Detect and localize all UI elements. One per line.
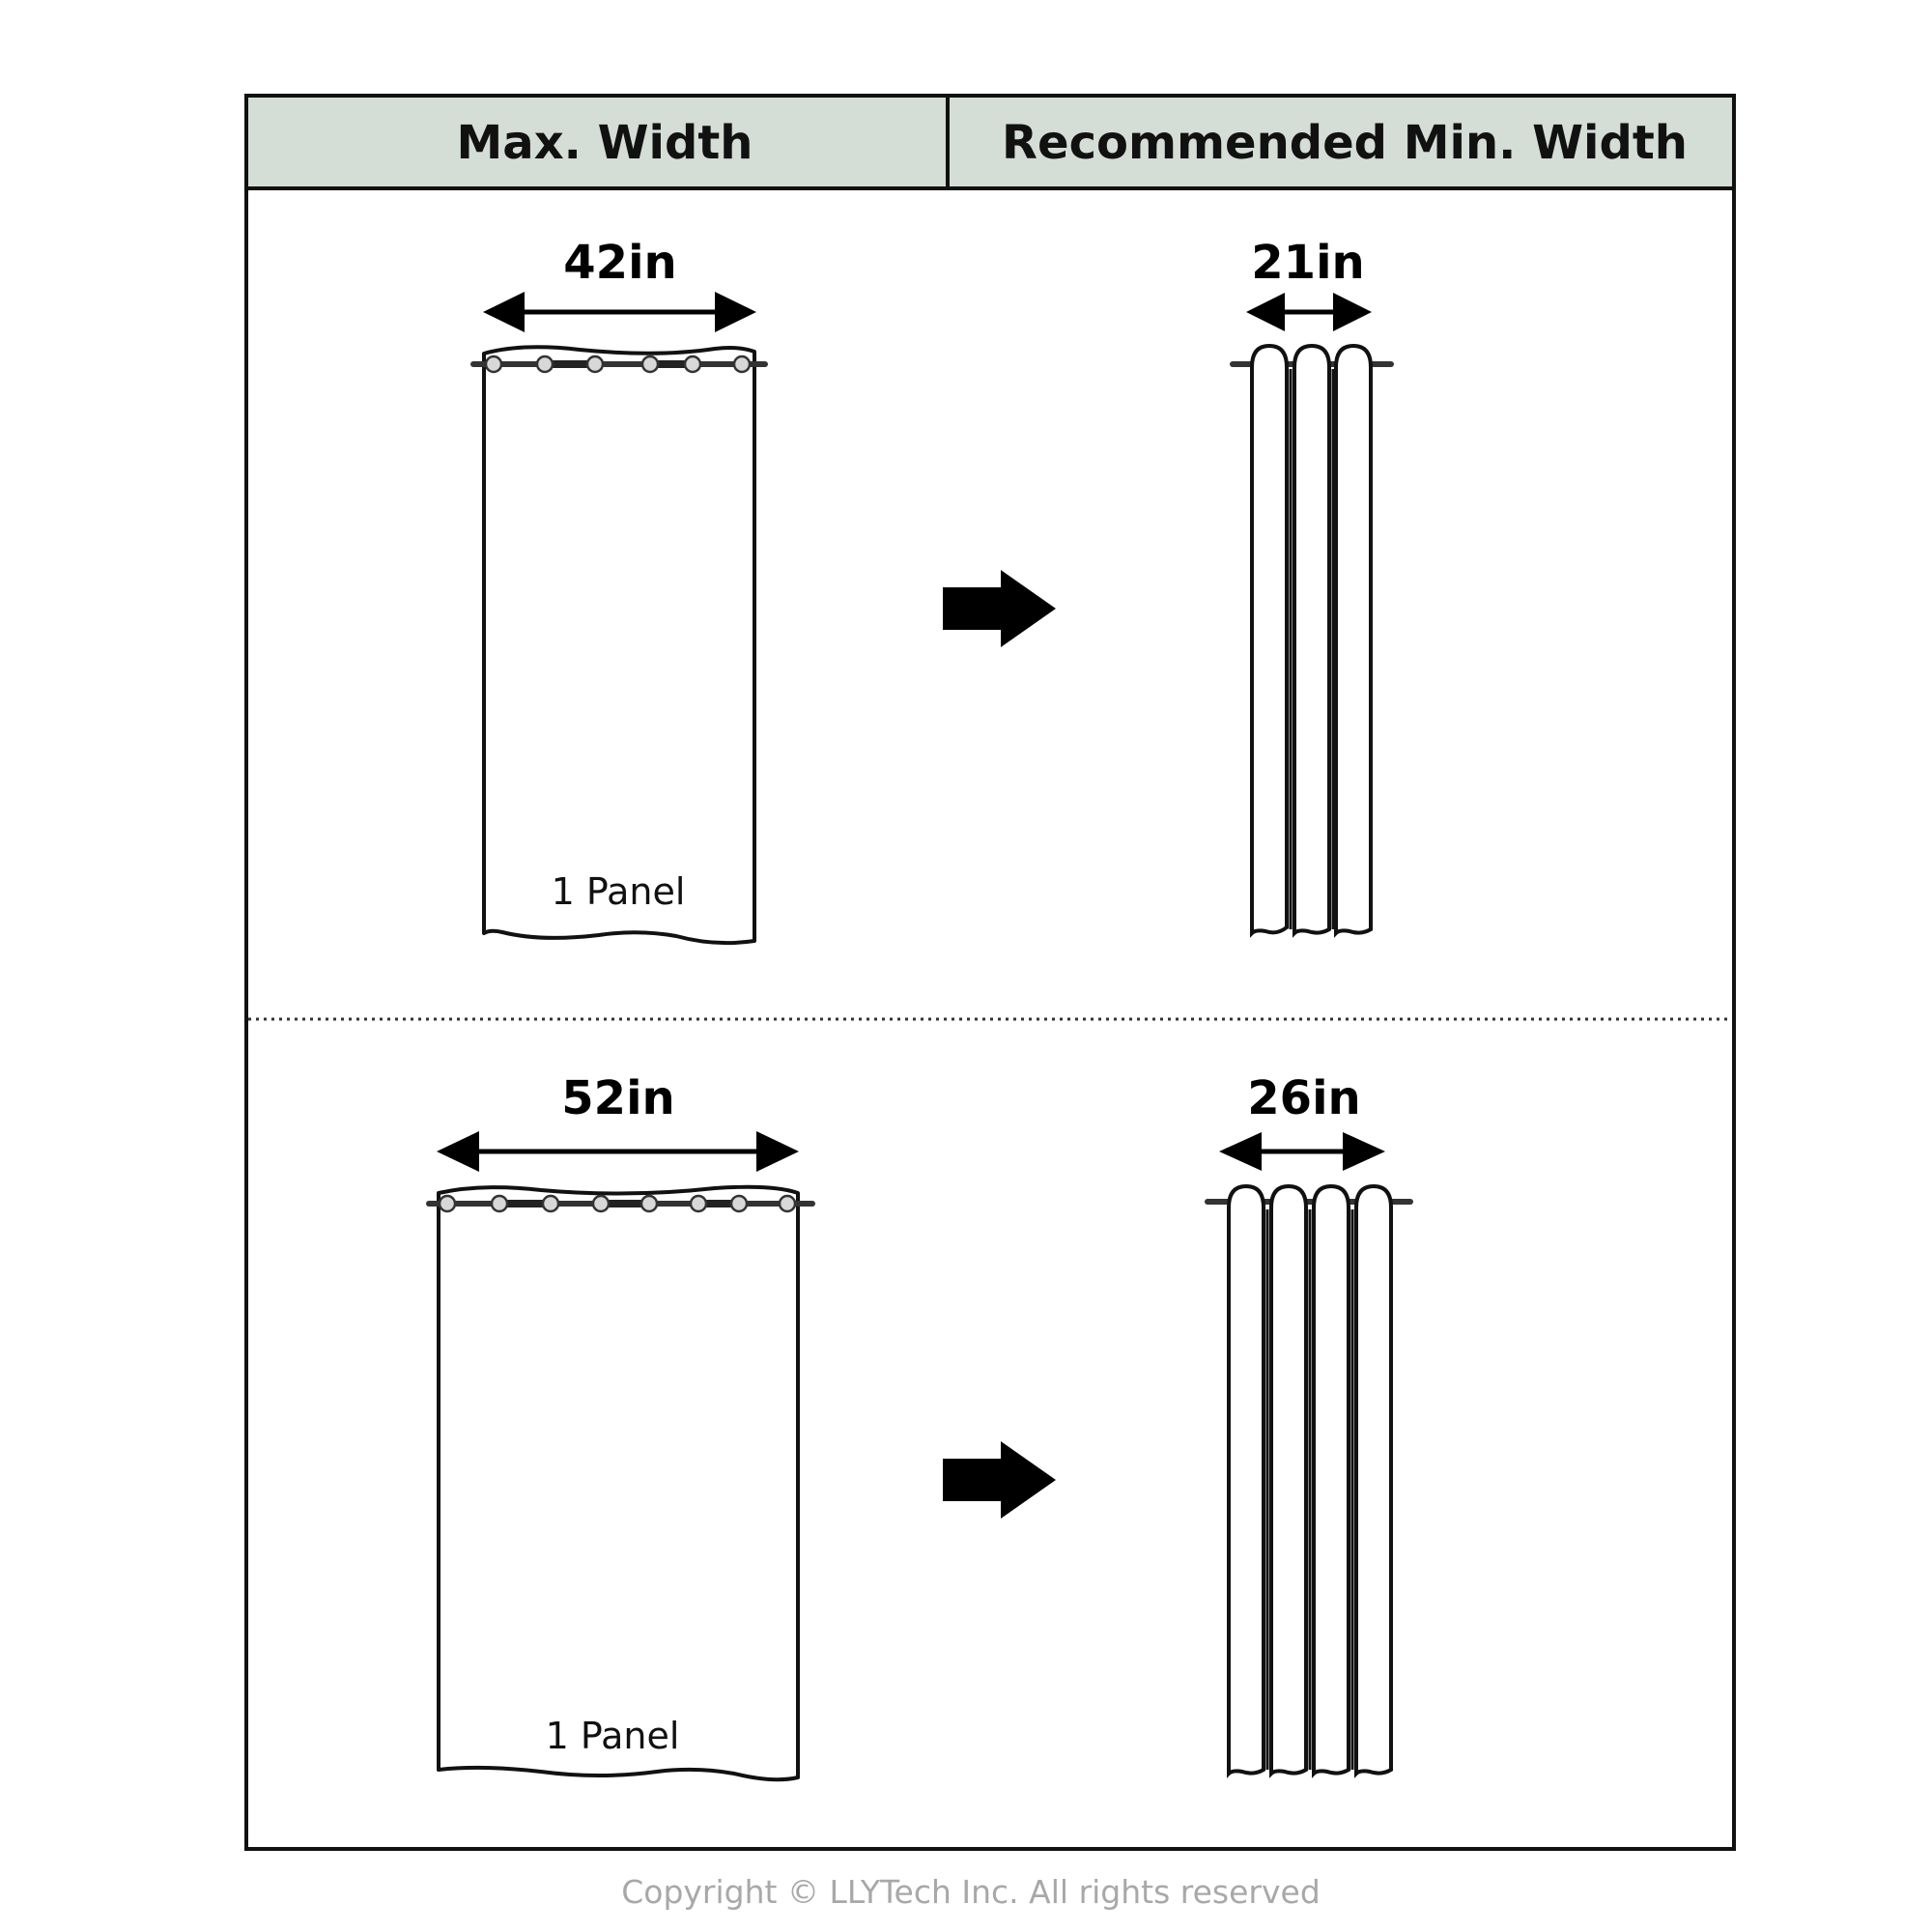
min-width-dimension-arrow [1246,293,1372,331]
flat-curtain-panel [429,1187,812,1779]
grommet [641,1196,657,1211]
grommet [593,1196,609,1211]
max-width-dimension-arrow [437,1131,799,1172]
min-width-dimension-arrow [1219,1132,1385,1171]
pleat [1271,1186,1306,1774]
grommet [685,356,700,372]
grommet [537,356,553,372]
min-width-value: 21in [1251,236,1365,290]
right-arrow-icon [943,1441,1056,1519]
header-max-width: Max. Width [456,116,753,170]
grommet [486,356,501,372]
panel-label: 1 Panel [545,1715,680,1757]
grommet [440,1196,455,1211]
pleat [1356,1186,1391,1774]
max-width-value: 42in [563,236,677,290]
flat-curtain-panel [473,347,765,943]
grommet [731,1196,747,1211]
grommet [780,1196,795,1211]
max-width-dimension-arrow [483,292,756,332]
pleat [1336,346,1371,933]
pleat [1314,1186,1349,1774]
right-arrow-icon [943,570,1056,647]
panel-label: 1 Panel [551,870,686,913]
grommet [543,1196,558,1211]
pleat [1229,1186,1264,1774]
row-2 [429,1071,1410,1779]
grommet [492,1196,507,1211]
max-width-value: 52in [561,1071,675,1125]
pleat [1252,346,1287,933]
header-recommended-min-width: Recommended Min. Width [1002,116,1688,170]
copyright-text: Copyright © LLYTech Inc. All rights reserved [621,1873,1321,1911]
pleat [1294,346,1329,933]
grommet [734,356,750,372]
gathered-curtain-panel [1208,1186,1410,1774]
row-1 [473,236,1391,943]
min-width-value: 26in [1247,1071,1361,1125]
grommet [587,356,603,372]
gathered-curtain-panel [1233,346,1391,933]
grommet [691,1196,706,1211]
grommet [642,356,658,372]
